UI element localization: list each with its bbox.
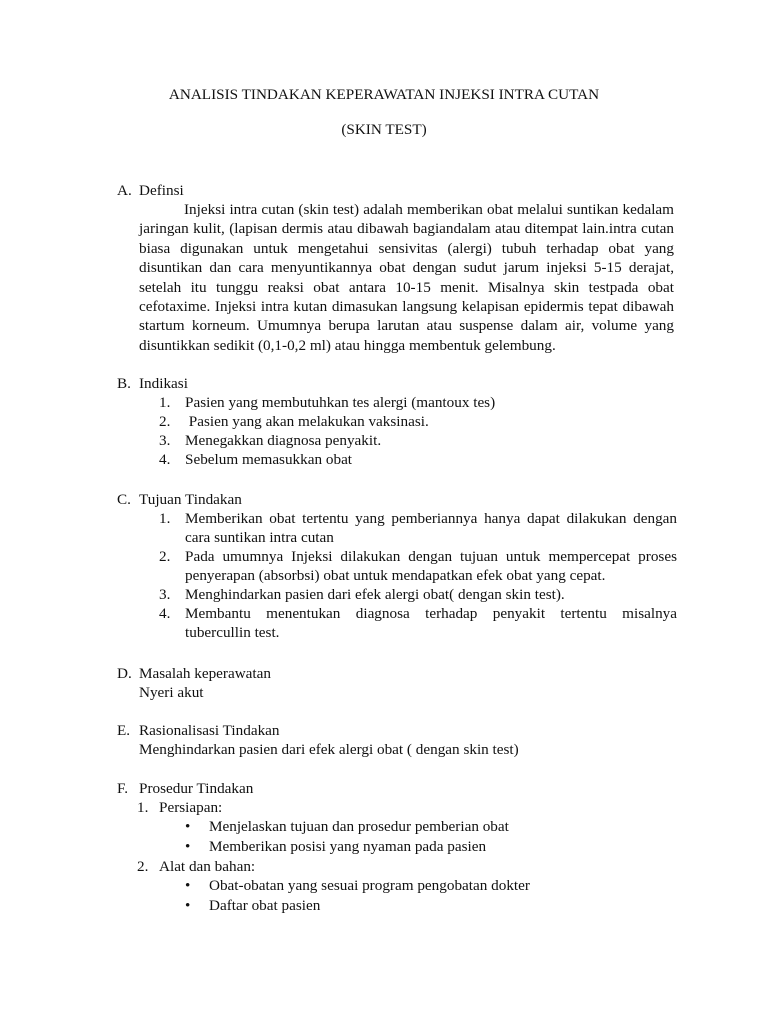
section-letter: C.	[117, 491, 131, 508]
list-text: Alat dan bahan:	[159, 858, 256, 875]
list-text: Menghindarkan pasien dari efek alergi obat( dengan skin test).	[185, 586, 565, 603]
list-item	[159, 547, 677, 585]
list-number: 2.	[159, 548, 171, 565]
list-number: 4.	[159, 605, 171, 622]
tujuan-list	[159, 509, 677, 642]
section-heading	[117, 779, 677, 798]
section-prosedur-tindakan	[117, 779, 677, 916]
bullet-icon: •	[185, 818, 191, 835]
list-text: Membantu menentukan diagnosa terhadap penyakit tertentu misalnya tubercullin test.	[185, 605, 677, 641]
section-title: Definsi	[139, 182, 184, 199]
persiapan-bullets	[185, 817, 677, 857]
section-definisi	[117, 181, 677, 355]
bullet-icon: •	[185, 838, 191, 855]
list-text: Sebelum memasukkan obat	[185, 451, 353, 468]
list-number: 3.	[159, 586, 171, 603]
list-number: 4.	[159, 451, 171, 468]
section-heading	[117, 374, 677, 393]
section-heading	[117, 490, 677, 509]
list-item	[137, 857, 677, 876]
list-item	[159, 431, 677, 450]
bullet-icon: •	[185, 877, 191, 894]
section-heading	[117, 664, 677, 683]
list-number: 1.	[159, 510, 171, 527]
section-rasionalisasi-tindakan	[117, 721, 677, 759]
list-item	[159, 585, 677, 604]
list-number: 2.	[137, 858, 149, 875]
section-text: Menghindarkan pasien dari efek alergi obat ( dengan skin test)	[139, 741, 519, 758]
indikasi-list	[159, 393, 677, 469]
list-text: Pasien yang akan melakukan vaksinasi.	[185, 413, 429, 430]
list-item	[159, 393, 677, 412]
list-number: 1.	[159, 394, 171, 411]
bullet-text: Memberikan posisi yang nyaman pada pasien	[209, 838, 487, 855]
section-title: Prosedur Tindakan	[139, 780, 254, 797]
section-letter: E.	[117, 722, 131, 739]
section-title: Masalah keperawatan	[139, 665, 271, 682]
prosedur-list	[137, 798, 677, 817]
list-number: 2.	[159, 413, 171, 430]
section-title: Tujuan Tindakan	[139, 491, 242, 508]
list-item	[137, 798, 677, 817]
list-item	[159, 450, 677, 469]
bullet-item	[185, 876, 677, 896]
list-item	[159, 412, 677, 431]
alat-bahan-bullets	[185, 876, 677, 916]
section-heading	[117, 181, 677, 200]
bullet-item	[185, 837, 677, 857]
section-letter: A.	[117, 182, 132, 199]
prosedur-list	[137, 857, 677, 876]
bullet-text: Menjelaskan tujuan dan prosedur pemberian obat	[209, 818, 509, 835]
bullet-icon: •	[185, 897, 191, 914]
list-item	[159, 604, 677, 642]
bullet-item	[185, 896, 677, 916]
section-title: Rasionalisasi Tindakan	[139, 722, 280, 739]
section-letter: F.	[117, 780, 129, 797]
list-text: Menegakkan diagnosa penyakit.	[185, 432, 382, 449]
list-number: 1.	[137, 799, 149, 816]
list-text: Pada umumnya Injeksi dilakukan dengan tujuan untuk mempercepat proses penyerapan (absorbsi) obat untuk mendapatkan efek obat yang cepat.	[185, 548, 677, 584]
list-item	[159, 509, 677, 547]
bullet-text: Obat-obatan yang sesuai program pengobatan dokter	[209, 877, 530, 894]
section-masalah-keperawatan	[117, 664, 677, 702]
list-number: 3.	[159, 432, 171, 449]
section-heading	[117, 721, 677, 740]
list-text: Memberikan obat tertentu yang pemberiannya hanya dapat dilakukan dengan cara suntikan intra cutan	[185, 510, 677, 546]
definition-paragraph: Injeksi intra cutan (skin test) adalah memberikan obat melalui suntikan kedalam jaringan kulit, (lapisan dermis atau dibawah bagiandalam atau ditempat lain.intra cutan biasa digunakan untuk mengetahui sensivitas (alergi) tubuh terhadap obat yang disuntikan dan cara menyuntikannya obat dengan sudut jarum injeksi 5-15 derajat, setelah itu tunggu reaksi obat antara 10-15 menit. Misalnya skin testpada obat cefotaxime. Injeksi intra kutan dimasukan langsung kelapisan epidermis tepat dibawah startum korneum. Umumnya berupa larutan atau suspense dalam air, volume yang disuntikkan sedikit (0,1-0,2 ml) atau hingga membentuk gelembung.	[139, 201, 674, 354]
bullet-item	[185, 817, 677, 837]
section-indikasi	[117, 374, 677, 469]
section-tujuan-tindakan	[117, 490, 677, 642]
section-letter: B.	[117, 375, 131, 392]
bullet-text: Daftar obat pasien	[209, 897, 321, 914]
section-text: Nyeri akut	[139, 684, 204, 701]
document-title: ANALISIS TINDAKAN KEPERAWATAN INJEKSI INTRA CUTAN	[168, 86, 600, 103]
section-title: Indikasi	[139, 375, 188, 392]
document-subtitle: (SKIN TEST)	[341, 121, 427, 138]
section-letter: D.	[117, 665, 132, 682]
list-text: Pasien yang membutuhkan tes alergi (mantoux tes)	[185, 394, 496, 411]
list-text: Persiapan:	[159, 799, 223, 816]
